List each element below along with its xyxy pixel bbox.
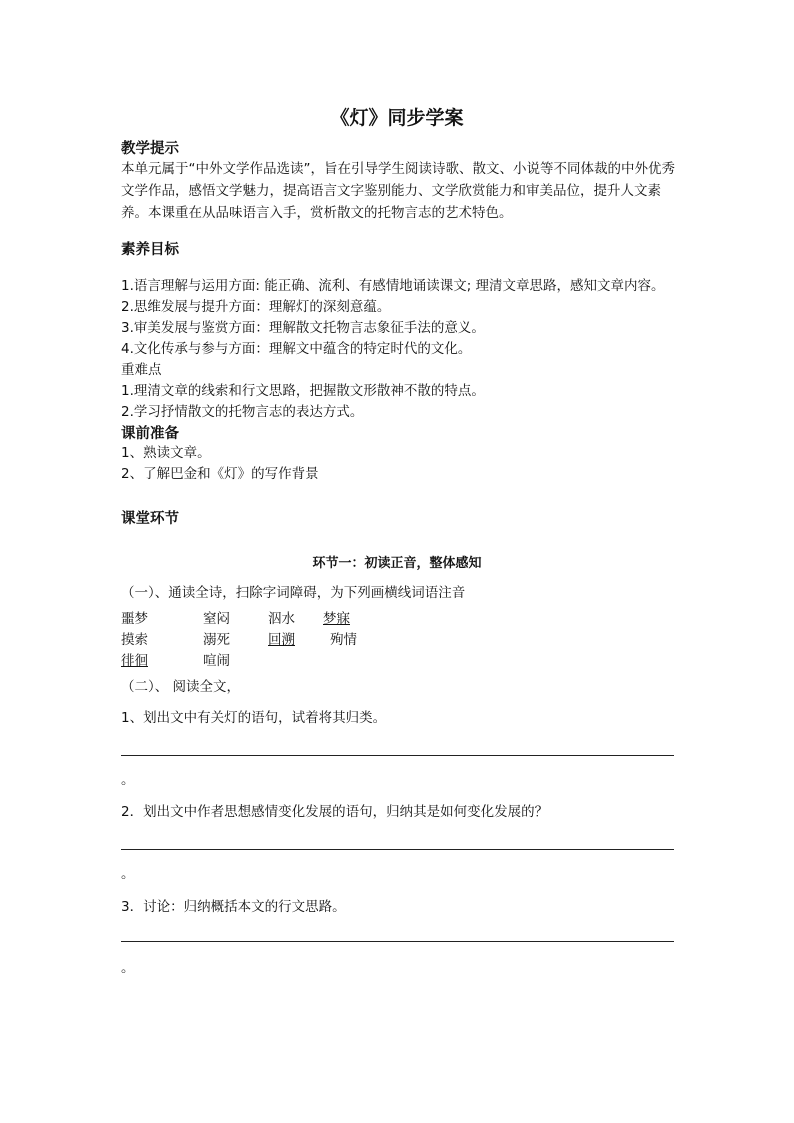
question-1: 1、划出文中有关灯的语句，试着将其归类。 <box>121 710 387 726</box>
word-qiushui: 泅水 <box>268 611 295 627</box>
goal-item-4: 4.文化传承与参与方面：理解文中蕴含的特定时代的文化。 <box>121 341 472 357</box>
part-2-instruction: （二）、 阅读全文， <box>121 679 241 695</box>
word-mosuo: 摸索 <box>121 632 148 648</box>
answer-period-2: 。 <box>121 866 135 882</box>
part-1-instruction: （一）、通读全诗，扫除字词障碍，为下列画横线词语注音 <box>121 585 466 601</box>
goals-heading: 素养目标 <box>121 242 179 258</box>
word-mengmei: 梦寐 <box>323 611 350 627</box>
classroom-heading: 课堂环节 <box>121 511 179 527</box>
answer-line-2 <box>121 849 674 850</box>
word-zhimen: 窒闷 <box>203 611 230 627</box>
goal-item-2: 2.思维发展与提升方面：理解灯的深刻意蕴。 <box>121 299 391 315</box>
word-xunqing: 殉情 <box>330 632 357 648</box>
key-points-heading: 重难点 <box>121 362 162 378</box>
prep-item-1: 1、熟读文章。 <box>121 445 211 461</box>
section-title: 环节一：初读正音，整体感知 <box>312 556 482 571</box>
question-3: 3．讨论：归纳概括本文的行文思路。 <box>121 899 346 915</box>
goal-item-3: 3.审美发展与鉴赏方面：理解散文托物言志象征手法的意义。 <box>121 320 485 336</box>
page-title: 《灯》同步学案 <box>330 107 464 129</box>
teaching-tips-heading: 教学提示 <box>121 141 179 157</box>
word-emeng: 噩梦 <box>121 611 148 627</box>
prep-heading: 课前准备 <box>121 426 179 442</box>
word-paihuai: 徘徊 <box>121 653 148 669</box>
answer-line-1 <box>121 755 674 756</box>
answer-line-3 <box>121 941 674 942</box>
word-nisi: 溺死 <box>203 632 230 648</box>
word-xuannao: 喧闹 <box>203 653 230 669</box>
key-point-2: 2.学习抒情散文的托物言志的表达方式。 <box>121 404 364 420</box>
question-2: 2．划出文中作者思想感情变化发展的语句，归纳其是如何变化发展的？ <box>121 804 549 820</box>
key-point-1: 1.理清文章的线索和行文思路，把握散文形散神不散的特点。 <box>121 383 485 399</box>
teaching-tips-text: 本单元属于“中外文学作品选读”，旨在引导学生阅读诗歌、散文、小说等不同体裁的中外优秀文学作品，感悟文学魅力，提高语言文字鉴别能力、文学欣赏能力和审美品位，提升人文素养。本课重在从品味语言入手，赏析散文的托物言志的艺术特色。 <box>121 161 675 221</box>
answer-period-1: 。 <box>121 772 135 788</box>
goal-item-1: 1.语言理解与运用方面: 能正确、流利、有感情地诵读课文; 理清文章思路，感知文章内容。 <box>121 278 665 294</box>
word-huisu: 回溯 <box>268 632 295 648</box>
prep-item-2: 2、了解巴金和《灯》的写作背景 <box>121 466 319 482</box>
answer-period-3: 。 <box>121 960 135 976</box>
